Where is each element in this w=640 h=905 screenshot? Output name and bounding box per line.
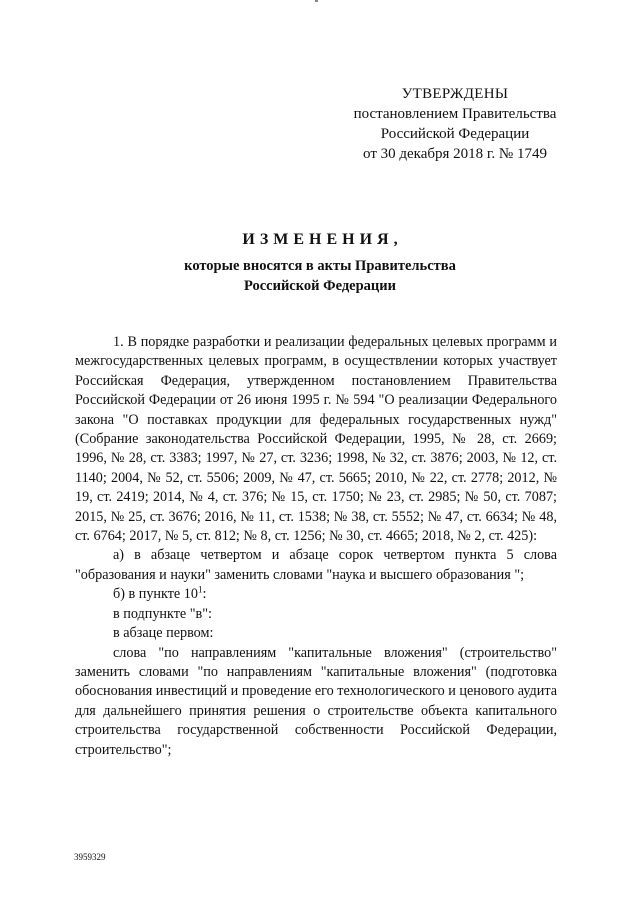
paragraph-3-superscript: 1 [197, 584, 203, 595]
subtitle-line-1: которые вносятся в акты Правительства [184, 258, 456, 274]
subtitle-line-2: Российской Федерации [243, 278, 396, 294]
document-code: 3959329 [74, 852, 106, 862]
paragraph-2: а) в абзаце четвертом и абзаце сорок четвертом пункта 5 слова "образования и науки" заменить словами "наука и высшего образования "; [75, 547, 557, 583]
paragraph-1: 1. В порядке разработки и реализации федеральных целевых программ и межгосударственных целевых программ, в осуществлении которых участвует Российская Федерация, утвержденном постановлением Правительства Российской Федерации от 26 июня 1995 г. № 594 "О реализации Федерального закона "О поставках продукции для федеральных государственных нужд" (Собрание законодательства Российской Федерации, 1995, № 28, ст. 2669; 1996, № 28, ст. 3383; 1997, № 27, ст. 3236; 1998, № 32, ст. 3876; 2003, № 12, ст. 1140; 2004, № 52, ст. 5506; 2009, № 47, ст. 5665; 2010, № 22, ст. 2778; 2012, № 19, ст. 2419; 2014, № 4, ст. 376; № 15, ст. 1750; № 23, ст. 2985; № 50, ст. 7087; 2015, № 25, ст. 3676; 2016, № 11, ст. 1538; № 38, ст. 5552; № 47, ст. 6634; № 48, ст. 6764; 2017, № 5, ст. 812; № 8, ст. 1256; № 30, ст. 4665; 2018, № 2, ст. 425): [75, 334, 557, 545]
scan-mark [315, 0, 318, 2]
paragraph-5: в абзаце первом: [113, 625, 214, 642]
approval-block [340, 84, 570, 164]
approval-line-country: Российской Федерации [380, 126, 530, 142]
approval-line-resolution: постановлением Правительства [353, 106, 557, 122]
document-body [75, 333, 557, 760]
paragraph-6: слова "по направлениям "капитальные вложения" (строительство" заменить словами "по направлениям "капитальные вложения" (подготовка обоснования инвестиций и проведение его технологического и ценового аудита для дальнейшего принятия решения о строительстве объекта капитального строительства государственной собственности Российской Федерации, строительство"; [75, 644, 557, 758]
document-subtitle [0, 256, 640, 296]
paragraph-3-tail: : [202, 586, 207, 603]
approval-line-date-number: от 30 декабря 2018 г. № 1749 [363, 146, 547, 162]
approval-heading: УТВЕРЖДЕНЫ [401, 86, 509, 102]
document-title: ИЗМЕНЕНИЯ, [242, 231, 403, 248]
paragraph-3 [75, 585, 557, 604]
paragraph-3-text: б) в пункте 10 [113, 586, 198, 603]
paragraph-4: в подпункте "в": [113, 605, 212, 622]
